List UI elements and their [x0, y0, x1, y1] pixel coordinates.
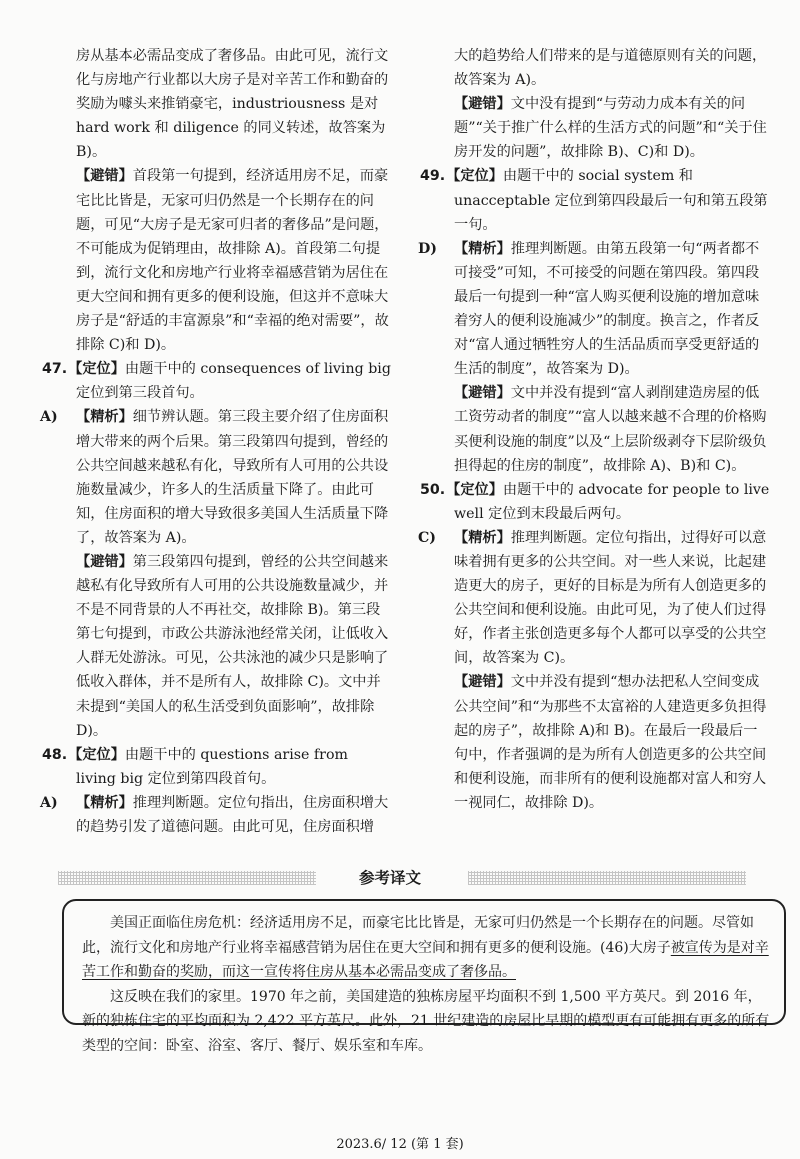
analysis-tag: 【精析】: [76, 794, 133, 811]
right-column: [418, 44, 770, 815]
hatch-divider-left: [58, 871, 316, 885]
translation-paragraph-2: 这反映在我们的家里。1970 年之前，美国建造的独栋房屋平均面积不到 1,500 平方英尺。到 2016 年，新的独栋住宅的平均面积为 2,422 平方英尺。此外，21 世纪建造的房屋比早期的模型更有可能拥有更多的所有类型的空间：卧室、浴室、客厅、餐厅、娱乐室和车库。: [82, 988, 770, 1054]
reference-translation-title: 参考译文: [358, 869, 421, 887]
avoid-tag: 【避错】: [76, 168, 133, 185]
left-column: [40, 44, 392, 839]
q48-analysis-text: 推理判断题。定位句指出，住房面积增大的趋势引发了道德问题。由此可见，住房面积增: [76, 794, 389, 835]
locate-tag: 【定位】: [446, 481, 503, 498]
q49-locate: [418, 164, 770, 236]
q50-answer: C): [418, 529, 437, 546]
avoid-tag: 【避错】: [454, 96, 511, 113]
q50-number: 50.: [420, 481, 446, 498]
locate-tag: 【定位】: [446, 168, 503, 185]
q47-analysis-text: 细节辨认题。第三段主要介绍了住房面积增大带来的两个后果。第三段第四句提到，曾经的公共空间越来越私有化，导致所有人可用的公共设施数量减少，许多人的生活质量下降了。由此可知，住房面积的增大导致很多美国人生活质量下降了，故答案为 A)。: [76, 409, 389, 546]
q47-locate-text: 由题干中的 consequences of living big 定位到第三段首句。: [76, 361, 391, 402]
q46-avoid-text: 首段第一句提到，经济适用房不足，而豪宅比比皆是，无家可归仍然是一个长期存在的问题，可见“大房子是无家可归者的奢侈品”是问题，不可能成为促销理由，故排除 A)。首段第二句提到，流行文化和房地产行业将幸福感营销为居住在更大空间和拥有更多的便利设施，但这并不意味大房子是“舒适的丰富源泉”和“幸福的绝对需要”，故排除 C)和 D)。: [76, 168, 389, 354]
locate-tag: 【定位】: [68, 746, 125, 763]
translation-paragraph-1: [82, 911, 770, 985]
analysis-tag: 【精析】: [454, 529, 511, 546]
q47-answer: A): [40, 409, 58, 426]
avoid-tag: 【避错】: [454, 674, 511, 691]
hatch-divider-right: [468, 871, 746, 885]
translation-p1-text: 美国正面临住房危机：经济适用房不足，而豪宅比比皆是，无家可归仍然是一个长期存在的问题。尽管如此，流行文化和房地产行业将幸福感营销为居住在更大空间和拥有更多的便利设施。(46)大房子: [82, 915, 754, 956]
q48-analysis: [40, 791, 392, 839]
q50-analysis: [418, 526, 770, 671]
reference-translation-header: [58, 868, 746, 888]
q49-locate-text: 由题干中的 social system 和 unacceptable 定位到第四段最后一句和第五段第一句。: [454, 168, 768, 233]
q49-answer: D): [418, 240, 438, 257]
avoid-tag: 【避错】: [454, 385, 511, 402]
q47-number: 47.: [42, 361, 68, 378]
q47-avoid-text: 第三段第四句提到，曾经的公共空间越来越私有化导致所有人可用的公共设施数量减少，并不是不同背景的人不再社交，故排除 B)。第三段第七句提到，市政公共游泳池经常关闭，让低收入人群无处游泳。可见，公共泳池的减少只是影响了低收入群体，并不是所有人，故排除 C)。文中并未提到“美国人的私生活受到负面影响”，故排除 D)。: [76, 553, 389, 739]
q50-locate: [418, 478, 770, 526]
q50-analysis-text: 推理判断题。定位句指出，过得好可以意味着拥有更多的公共空间。对一些人来说，比起建造更大的房子，更好的目标是为所有人创造更多的公共空间和便利设施。由此可见，为了使人们过得好，作者主张创造更多每个人都可以享受的公共空间，故答案为 C)。: [454, 529, 767, 667]
q48-locate-text: 由题干中的 questions arise from living big 定位到第四段首句。: [76, 746, 348, 787]
q47-avoid-error: [40, 550, 392, 743]
reference-translation-box: [62, 899, 786, 1054]
translation-p1-underlined: 被宣传为是对辛苦工作和勤奋的奖励，而这一宣传将住房从基本必需品变成了奢侈品。: [82, 939, 769, 980]
q48-answer: A): [40, 794, 58, 811]
q49-avoid-error: [418, 381, 770, 477]
locate-tag: 【定位】: [68, 361, 125, 378]
q47-locate: [40, 357, 392, 405]
q50-avoid-error: [418, 670, 770, 815]
q49-number: 49.: [420, 168, 446, 185]
q50-locate-text: 由题干中的 advocate for people to live well 定位到末段最后两句。: [454, 481, 770, 522]
q49-avoid-text: 文中并没有提到“富人剥削建造房屋的低工资劳动者的制度”“富人以越来越不合理的价格购买便利设施的制度”以及“上层阶级剥夺下层阶级负担得起的住房的制度”，故排除 A)、B)和 C)。: [454, 385, 767, 474]
q48-number: 48.: [42, 746, 68, 763]
page-footer: 2023.6/ 12 (第 1 套): [336, 1137, 464, 1152]
q49-analysis-text: 推理判断题。由第五段第一句“两者都不可接受”可知，不可接受的问题在第四段。第四段最后一句提到一种“富人购买便利设施的增加意味着穷人的便利设施减少”的制度。换言之，作者反对“富人通过牺牲穷人的生活品质而享受更舒适的生活的制度”，故答案为 D)。: [454, 240, 760, 378]
q48-analysis-continued: 大的趋势给人们带来的是与道德原则有关的问题，故答案为 A)。: [454, 48, 767, 89]
q49-analysis: [418, 237, 770, 382]
q50-avoid-text: 文中并没有提到“想办法把私人空间变成公共空间”和“为那些不太富裕的人建造更多负担得起的房子”，故排除 A)和 B)。在最后一段最后一句中，作者强调的是为所有人创造更多的公共空间和便利设施，而非所有的便利设施都对富人和穷人一视同仁，故排除 D)。: [454, 674, 767, 811]
q46-avoid-error: [40, 164, 392, 357]
q48-avoid-error: [418, 92, 770, 164]
q48-avoid-text: 文中没有提到“与劳动力成本有关的问题”“关于推广什么样的生活方式的问题”和“关于住房开发的问题”，故排除 B)、C)和 D)。: [454, 96, 767, 161]
q46-analysis-continued: 房从基本必需品变成了奢侈品。由此可见，流行文化与房地产行业都以大房子是对辛苦工作和勤奋的奖励为噱头来推销豪宅，industriousness 是对 hard work 和 diligence 的同义转述，故答案为 B)。: [76, 48, 389, 161]
analysis-tag: 【精析】: [76, 409, 133, 426]
q48-locate: [40, 743, 392, 791]
avoid-tag: 【避错】: [76, 553, 133, 570]
q47-analysis: [40, 405, 392, 550]
analysis-tag: 【精析】: [454, 240, 511, 257]
